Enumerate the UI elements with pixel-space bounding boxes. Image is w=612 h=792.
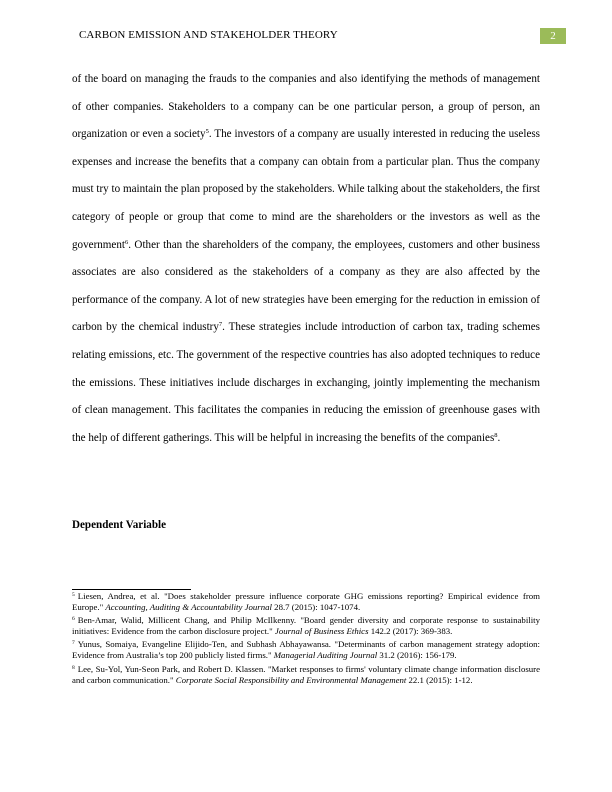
- footnote-text: Lee, Su-Yol, Yun-Seon Park, and Robert D. Klassen. "Market responses to firms' voluntary climate change information disclosure and carbon communication.": [72, 663, 540, 685]
- footnote-mark: 6: [72, 616, 75, 623]
- footnote-journal: Managerial Auditing Journal: [273, 650, 378, 661]
- page-number-badge: 2: [540, 28, 566, 44]
- footnote-6: [72, 615, 540, 637]
- footnote-text: Liesen, Andrea, et al. "Does stakeholder pressure influence corporate GHG emissions reporting? Empirical evidence from Europe.": [72, 591, 540, 613]
- footnote-text: Ben-Amar, Walid, Millicent Chang, and Philip McIlkenny. "Board gender diversity and corporate response to sustainability initiatives: Evidence from the carbon disclosure project.": [72, 615, 540, 637]
- footnote-mark: 7: [72, 640, 75, 647]
- footnote-tail: 22.1 (2015): 1-12.: [406, 674, 473, 685]
- footnote-ref-5[interactable]: 5: [205, 128, 209, 136]
- footnote-journal: Journal of Business Ethics: [274, 626, 369, 637]
- footnote-5: [72, 591, 540, 613]
- footnote-mark: 8: [72, 664, 75, 671]
- body-text-segment: . The investors of a company are usually interested in reducing the useless expenses and increase the benefits that a company can obtain from a particular plan. Thus the company must try to maintain the plan proposed by the stakeholders. While talking about the stakeholders, the first category of people or group that come to mind are the shareholders or the investors as well as the government: [72, 128, 540, 251]
- body-text-segment: of the board on managing the frauds to the companies and also identifying the methods of management of other companies. Stakeholders to a company can be one particular person, a group of person, an organization or even a society: [72, 73, 540, 141]
- body-text-segment: . Other than the shareholders of the company, the employees, customers and other business associates are also considered as the stakeholders of a company as they are also affected by the performance of the company. A lot of new strategies have been emerging for the reduction in emission of carbon by the chemical industry: [72, 238, 540, 334]
- section-heading: Dependent Variable: [72, 519, 166, 531]
- footnote-text: Yunus, Somaiya, Evangeline Elijido-Ten, and Subhash Abhayawansa. "Determinants of carbon management strategy adoption: Evidence from Australia’s top 200 publicly listed firms.": [72, 639, 540, 661]
- footnote-mark: 5: [72, 592, 75, 598]
- body-text-segment: . These strategies include introduction of carbon tax, trading schemes relating emissions, etc. The government of the respective countries has also adopted techniques to reduce the emissions. These initiatives include discharges in exchanging, jointly implementing the mechanism of clean management. This facilitates the companies in reducing the emission of greenhouse gases with the help of different gatherings. This will be helpful in increasing the benefits of the companies: [72, 321, 540, 444]
- footnote-tail: 31.2 (2016): 156-179.: [377, 650, 457, 661]
- footnote-ref-7[interactable]: 7: [218, 321, 223, 329]
- footnote-tail: 142.2 (2017): 369-383.: [368, 626, 453, 637]
- body-paragraph: [72, 66, 540, 452]
- footnote-8: [72, 664, 540, 686]
- footnote-ref-8[interactable]: 8: [494, 431, 498, 439]
- running-head: CARBON EMISSION AND STAKEHOLDER THEORY: [79, 29, 338, 41]
- footnote-separator: [72, 589, 191, 590]
- footnote-journal: Corporate Social Responsibility and Environmental Management: [175, 674, 407, 685]
- footnote-ref-6[interactable]: 6: [125, 238, 129, 246]
- footnote-7: [72, 639, 540, 661]
- footnotes: [72, 591, 540, 688]
- footnote-tail: 28.7 (2015): 1047-1074.: [271, 602, 361, 613]
- body-text-segment: .: [497, 431, 501, 444]
- footnote-journal: Accounting, Auditing & Accountability Journal: [105, 602, 272, 613]
